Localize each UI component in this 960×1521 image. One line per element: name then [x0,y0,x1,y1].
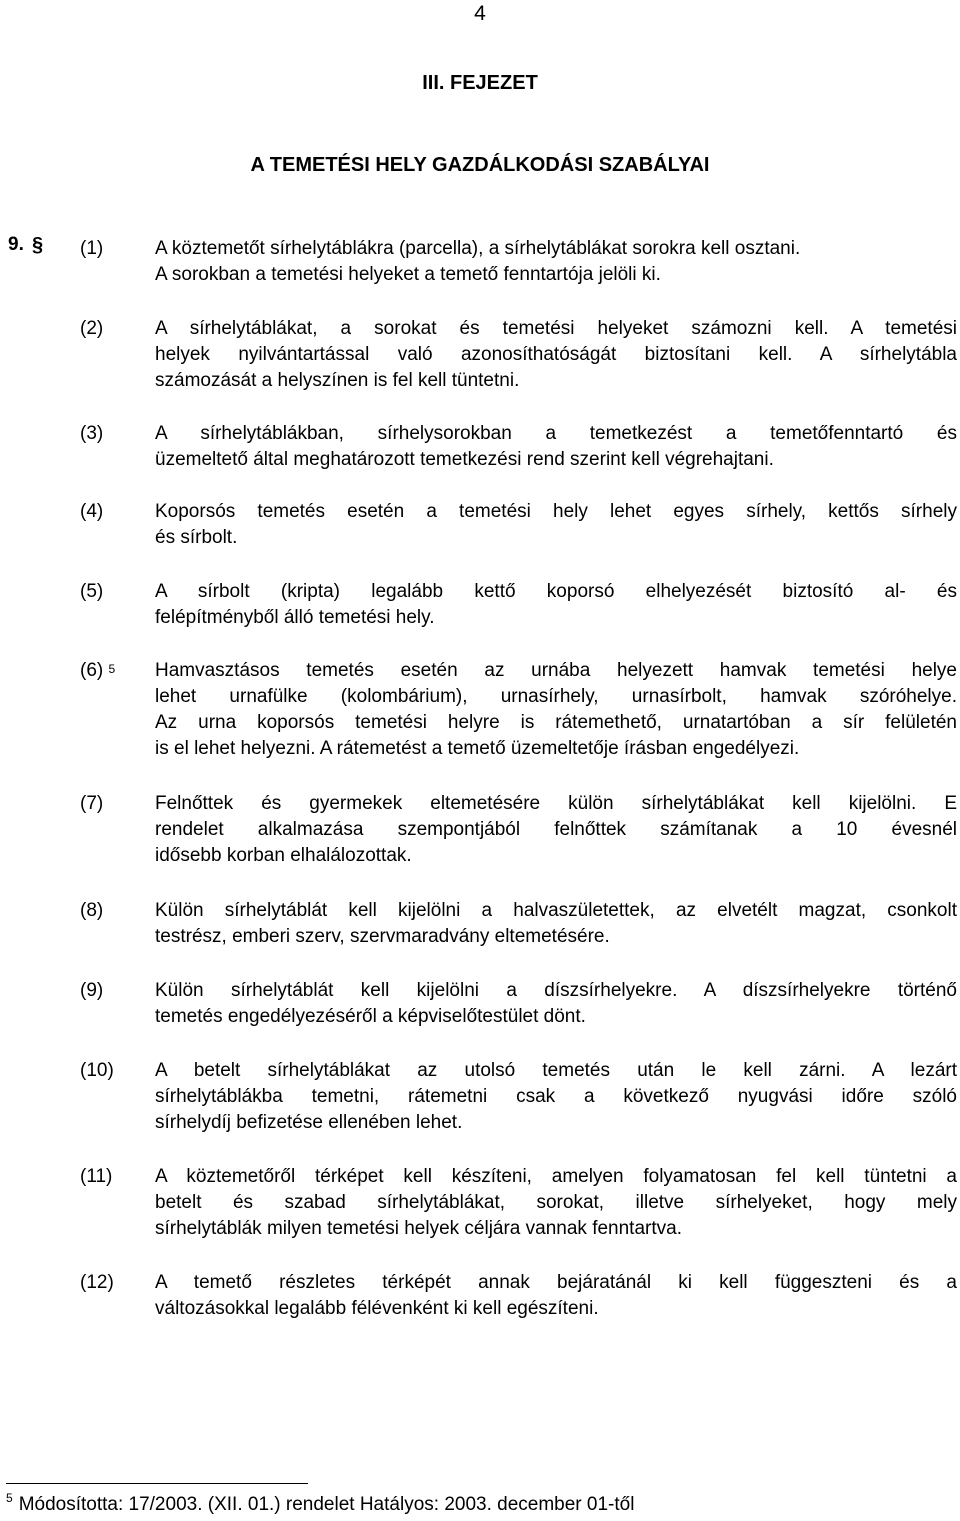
text-line: temetés engedélyezéséről a képviselőtestület dönt. [155,1006,586,1027]
text-line: A sírhelytáblákban, sírhelysorokban a temetkezést a temetőfenntartó és [155,423,957,444]
text-line: A betelt sírhelytáblákat az utolsó temetés után le kell zárni. A lezárt [155,1060,957,1081]
text-line: lehet urnafülke (kolombárium), urnasírhely, urnasírbolt, hamvak szóróhelye. [155,686,957,707]
text-line: sírhelytáblák milyen temetési helyek céljára vannak fenntartva. [155,1218,682,1239]
footnote-rule [6,1483,308,1484]
text-line: A köztemetőt sírhelytáblákra (parcella), a sírhelytáblákat sorokra kell osztani. [155,238,801,259]
text-line: testrész, emberi szerv, szervmaradvány eltemetésére. [155,926,610,947]
paragraph-number [80,499,103,525]
paragraph-number [80,579,103,605]
paragraph-text [155,499,957,551]
text-line: Felnőttek és gyermekek eltemetésére külön sírhelytáblákat kell kijelölni. E [155,793,957,814]
page-number: 4 [474,2,486,25]
text-line: A sírhelytáblákat, a sorokat és temetési helyeket számozni kell. A temetési [155,318,957,339]
text-line: helyek nyilvántartással való azonosíthatóságát biztosítani kell. A sírhelytábla [155,344,957,365]
paragraph-text [155,236,957,288]
paragraph-number-text: (9) [80,980,104,1001]
paragraph-number [80,791,103,817]
paragraph-number-text: (5) [80,581,104,602]
text-line: Külön sírhelytáblát kell kijelölni a halvaszületettek, az elvetélt magzat, csonkolt [155,900,957,921]
paragraph-number [80,898,103,924]
paragraph-text [155,658,957,762]
paragraph-number [80,1164,112,1190]
text-line: üzemeltető által meghatározott temetkezési rend szerint kell végrehajtani. [155,449,774,470]
paragraph-number-text: (6) [80,660,104,681]
paragraph-text [155,1164,957,1242]
paragraph-number-text: (1) [80,238,104,259]
paragraph-number-text: (3) [80,423,104,444]
paragraph-number-text: (4) [80,501,104,522]
paragraph-number-text: (7) [80,793,104,814]
paragraph-number-text: (10) [80,1060,114,1081]
text-line: betelt és szabad sírhelytáblákat, sorokat, illetve sírhelyeket, hogy mely [155,1192,957,1213]
paragraph-text [155,1270,957,1322]
text-line: idősebb korban elhalálozottak. [155,845,412,866]
paragraph-text [155,421,957,473]
text-line: sírhelydíj befizetése ellenében lehet. [155,1112,463,1133]
text-line: A temető részletes térképét annak bejáratánál ki kell függeszteni és a [155,1272,957,1293]
text-line: Az urna koporsós temetési helyre is rátemethető, urnatartóban a sír felületén [155,712,957,733]
paragraph-number [80,421,103,447]
section-number: 9. [8,234,24,255]
paragraph-number [80,658,115,684]
text-line: Külön sírhelytáblát kell kijelölni a díszsírhelyekre. A díszsírhelyekre történő [155,980,957,1001]
text-line: is el lehet helyezni. A rátemetést a temető üzemeltetője írásban engedélyezi. [155,738,800,759]
chapter-subtitle: A TEMETÉSI HELY GAZDÁLKODÁSI SZABÁLYAI [250,154,710,176]
text-line: felépítményből álló temetési hely. [155,607,435,628]
paragraph-number [80,1270,114,1296]
chapter-heading: III. FEJEZET [422,72,538,94]
paragraph-number [80,1058,114,1084]
paragraph-text [155,791,957,869]
paragraph-number-text: (12) [80,1272,114,1293]
paragraph-number-text: (2) [80,318,104,339]
paragraph-text [155,978,957,1030]
paragraph-number-text: (11) [80,1166,113,1187]
text-line: Hamvasztásos temetés esetén az urnába helyezett hamvak temetési helye [155,660,957,681]
paragraph-text [155,898,957,950]
text-line: A sorokban a temetési helyeket a temető fenntartója jelöli ki. [155,264,661,285]
text-line: rendelet alkalmazása szempontjából felnőttek számítanak a 10 évesnél [155,819,957,840]
text-line: Koporsós temetés esetén a temetési hely lehet egyes sírhely, kettős sírhely [155,501,957,522]
paragraph-number [80,978,103,1004]
paragraph-text [155,579,957,631]
text-line: sírhelytáblákba temetni, rátemetni csak a következő nyugvási időre szóló [155,1086,957,1107]
footnote-reference: 5 [108,662,116,676]
text-line: számozását a helyszínen is fel kell tüntetni. [155,370,520,391]
paragraph-number-text: (8) [80,900,104,921]
footnote-mark: 5 [6,1491,13,1505]
text-line: A köztemetőről térképet kell készíteni, amelyen folyamatosan fel kell tüntetni a [155,1166,957,1187]
footnote-text: Módosította: 17/2003. (XII. 01.) rendelet Hatályos: 2003. december 01-től [18,1494,635,1515]
text-line: A sírbolt (kripta) legalább kettő koporsó elhelyezését biztosító al- és [155,581,957,602]
text-line: és sírbolt. [155,527,238,548]
paragraph-text [155,1058,957,1136]
text-line: változásokkal legalább félévenként ki kell egészíteni. [155,1298,599,1319]
paragraph-number [80,316,103,342]
footnote [6,1491,635,1516]
section-sign: § [32,234,44,256]
paragraph-text [155,316,957,394]
paragraph-number [80,236,103,262]
